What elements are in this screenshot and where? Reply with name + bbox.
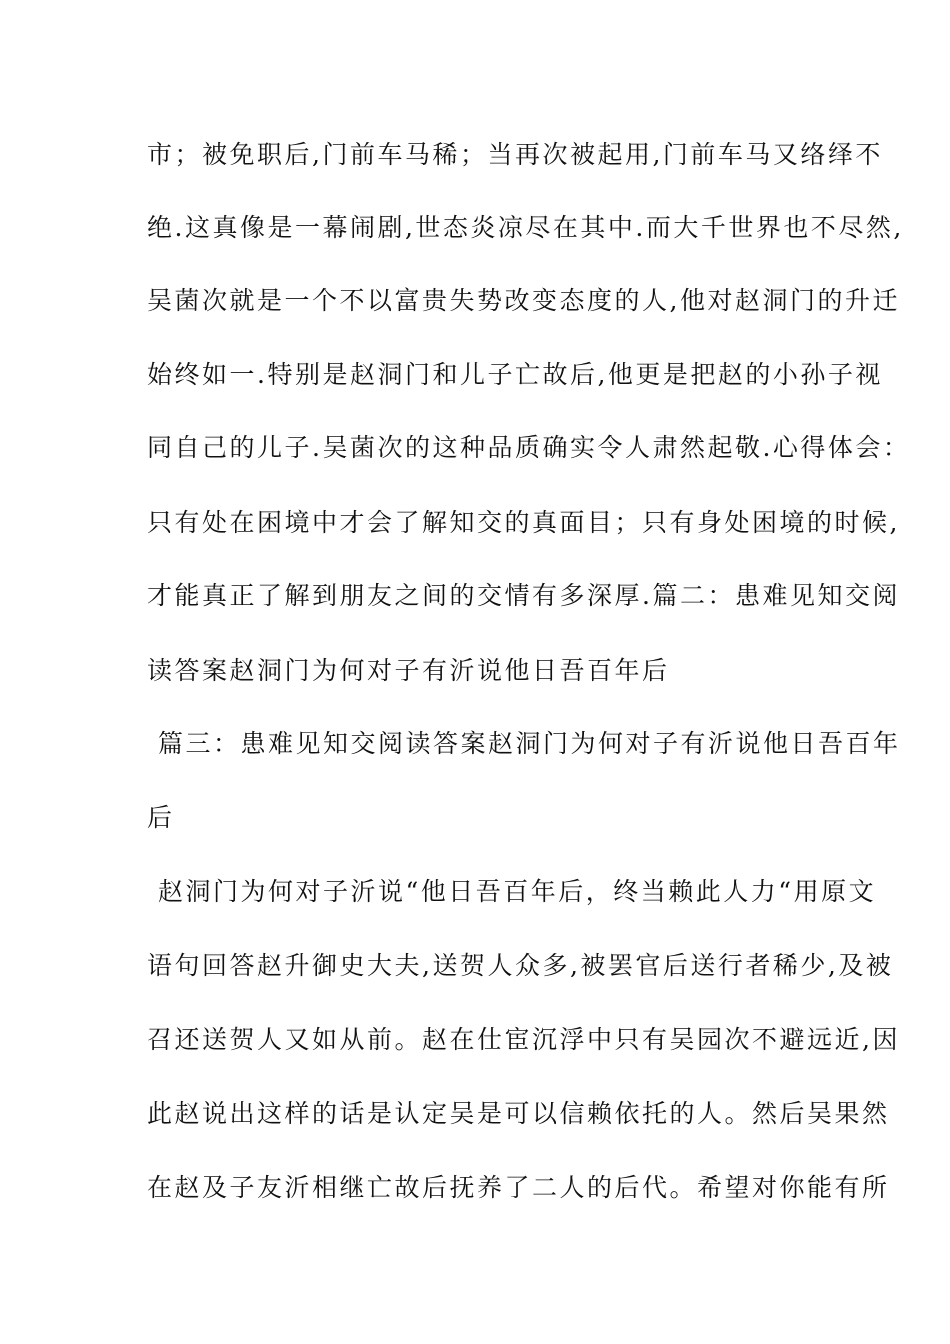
text-line-7: 才能真正了解到朋友之间的交情有多深厚.篇二：患难见知交阅	[147, 581, 900, 610]
text-line-14: 此赵说出这样的话是认定吴是可以信赖依托的人。然后吴果然	[147, 1099, 890, 1128]
text-line-2: 绝.这真像是一幕闹剧,世态炎凉尽在其中.而大千世界也不尽然,	[147, 213, 904, 242]
text-line-9: 篇三：患难见知交阅读答案赵洞门为何对子有沂说他日吾百年	[158, 729, 901, 758]
text-line-8: 读答案赵洞门为何对子有沂说他日吾百年后	[147, 656, 670, 685]
text-line-11: 赵洞门为何对子沂说“他日吾百年后，终当赖此人力“用原文	[158, 877, 877, 906]
text-line-6: 只有处在困境中才会了解知交的真面目；只有身处困境的时候,	[147, 508, 900, 537]
text-line-12: 语句回答赵升御史大夫,送贺人众多,被罢官后送行者稀少,及被	[147, 951, 894, 980]
text-line-4: 始终如一.特别是赵洞门和儿子亡故后,他更是把赵的小孙子视	[147, 360, 883, 389]
text-line-10: 后	[147, 803, 175, 832]
text-line-15: 在赵及子友沂相继亡故后抚养了二人的后代。希望对你能有所	[147, 1173, 890, 1202]
text-line-5: 同自己的儿子.吴菌次的这种品质确实令人肃然起敬.心得体会：	[147, 433, 911, 462]
text-line-1: 市；被免职后,门前车马稀；当再次被起用,门前车马又络绎不	[147, 140, 883, 169]
text-line-13: 召还送贺人又如从前。赵在仕宦沉浮中只有吴园次不避远近,因	[147, 1025, 900, 1054]
text-line-3: 吴菌次就是一个不以富贵失势改变态度的人,他对赵洞门的升迁	[147, 286, 900, 315]
